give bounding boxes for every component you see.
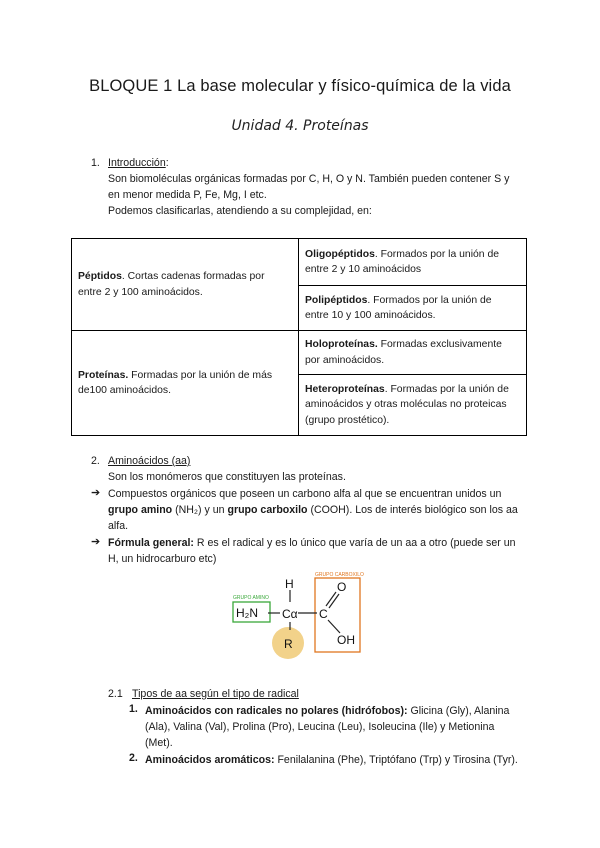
atom-o: O: [337, 580, 347, 594]
section2-intro: Son los monómeros que constituyen las proteínas.: [108, 471, 346, 483]
bullet2-text-1: R es el radical y es lo único que varía de un aa a otro (puede ser un: [193, 537, 516, 549]
bond-o-double-2: [329, 594, 339, 608]
classification-table: [71, 238, 527, 436]
term-formula-general: Fórmula general:: [108, 537, 194, 549]
poli-text-2: entre 10 y 100 aminoácidos.: [305, 310, 436, 321]
cell-polipeptidos: [299, 286, 527, 331]
section2-heading: Aminoácidos (aa): [108, 455, 191, 467]
item1-line-1: [145, 703, 509, 719]
peptidos-text-2: entre 2 y 100 aminoácidos.: [78, 286, 203, 298]
bullet1-line-2: [108, 502, 518, 518]
atom-h: H: [285, 577, 294, 591]
carboxyl-group-label: GRUPO CARBOXILO: [315, 572, 364, 578]
term-grupo-amino: grupo amino: [108, 504, 173, 516]
arrow-bullet-icon: ➔: [91, 487, 101, 499]
cell-heteroproteinas: [299, 375, 527, 436]
item1-text-1: Glicina (Gly), Alanina: [407, 705, 510, 717]
section1-line-3: Podemos clasificarlas, atendiendo a su complejidad, en:: [108, 205, 372, 217]
poli-text-1: . Formados por la unión de: [367, 294, 492, 306]
proteinas-text-2: de100 aminoácidos.: [78, 385, 172, 396]
cell-proteinas: [72, 331, 299, 436]
cell-holoproteinas: [299, 331, 527, 375]
bullet1-line-3: alfa.: [108, 520, 129, 532]
section2-number: 2.: [91, 455, 100, 467]
arrow-bullet-icon: ➔: [91, 536, 101, 548]
hetero-text-3: (grupo prostético).: [305, 414, 390, 426]
oligo-text-2: entre 2 y 10 aminoácidos: [305, 264, 422, 275]
atom-c: C: [319, 607, 328, 621]
holo-text-2: por aminoácidos.: [305, 354, 385, 366]
term-proteinas: Proteínas.: [78, 369, 129, 381]
section1-line-2: en menor medida P, Fe, Mg, I etc.: [108, 189, 267, 201]
atom-h2n: H₂N: [236, 606, 258, 620]
proteinas-text-1: Formadas por la unión de más: [128, 369, 273, 381]
bullet2-line-1: [108, 535, 516, 551]
term-polipeptidos: Polipéptidos: [305, 294, 368, 306]
bullet1-mid-2: (COOH). Los de interés biológico son los aa: [307, 504, 518, 516]
page-title: BLOQUE 1 La base molecular y físico-química de la vida: [89, 77, 511, 95]
amino-group-label: GRUPO AMINO: [233, 595, 269, 601]
item2-number: 2.: [129, 752, 138, 764]
item2-line-1: [145, 752, 518, 768]
atom-oh: OH: [337, 633, 355, 647]
item1-number: 1.: [129, 703, 138, 715]
oligo-text-1: . Formados por la unión de: [374, 248, 500, 260]
item1-line-3: (Met).: [145, 737, 173, 749]
term-grupo-carboxilo: grupo carboxilo: [227, 504, 308, 516]
term-oligopeptidos: Oligopéptidos: [305, 248, 375, 260]
section1-heading: [108, 155, 169, 171]
term-holoproteinas: Holoproteínas.: [305, 339, 378, 350]
term-peptidos: Péptidos: [78, 271, 122, 282]
bond-o-double-1: [326, 592, 336, 606]
bullet1-line-1: Compuestos orgánicos que poseen un carbono alfa al que se encuentran unidos un: [108, 488, 502, 500]
section1-colon: :: [165, 157, 169, 169]
cell-oligopeptidos: [299, 239, 527, 286]
unit-title: Unidad 4. Proteínas: [231, 118, 369, 134]
section1-line-1: Son biomoléculas orgánicas formadas por C, H, O y N. También pueden contener S y: [108, 173, 510, 185]
bullet2-line-2: H, un hidrocarburo etc): [108, 553, 217, 565]
section21-heading: Tipos de aa según el tipo de radical: [132, 688, 299, 700]
atom-c-alpha: Cα: [282, 607, 298, 621]
cell-peptidos: [72, 239, 299, 331]
bond-oh: [328, 620, 340, 633]
amino-acid-structure-diagram: [230, 570, 375, 665]
holo-text-1: Formadas exclusivamente: [377, 339, 502, 350]
section1-heading-text: Introducción: [108, 157, 166, 169]
hetero-text-1: . Formadas por la unión de: [384, 383, 509, 395]
bullet1-mid-1: (NH₂) y un: [172, 504, 228, 516]
section1-number: 1.: [91, 157, 100, 169]
term-aromaticos: Aminoácidos aromáticos:: [145, 754, 275, 766]
peptidos-text-1: . Cortas cadenas formadas por: [121, 271, 265, 282]
item1-line-2: (Ala), Valina (Val), Prolina (Pro), Leucina (Leu), Isoleucina (Ile) y Metionina: [145, 721, 495, 733]
atom-r: R: [284, 637, 293, 651]
section21-number: 2.1: [108, 688, 123, 700]
item2-text-1: Fenilalanina (Phe), Triptófano (Trp) y Tirosina (Tyr).: [274, 754, 518, 766]
hetero-text-2: aminoácidos y otras moléculas no proteicas: [305, 399, 507, 411]
term-no-polares: Aminoácidos con radicales no polares (hidrófobos):: [145, 705, 408, 717]
term-heteroproteinas: Heteroproteínas: [305, 383, 385, 395]
